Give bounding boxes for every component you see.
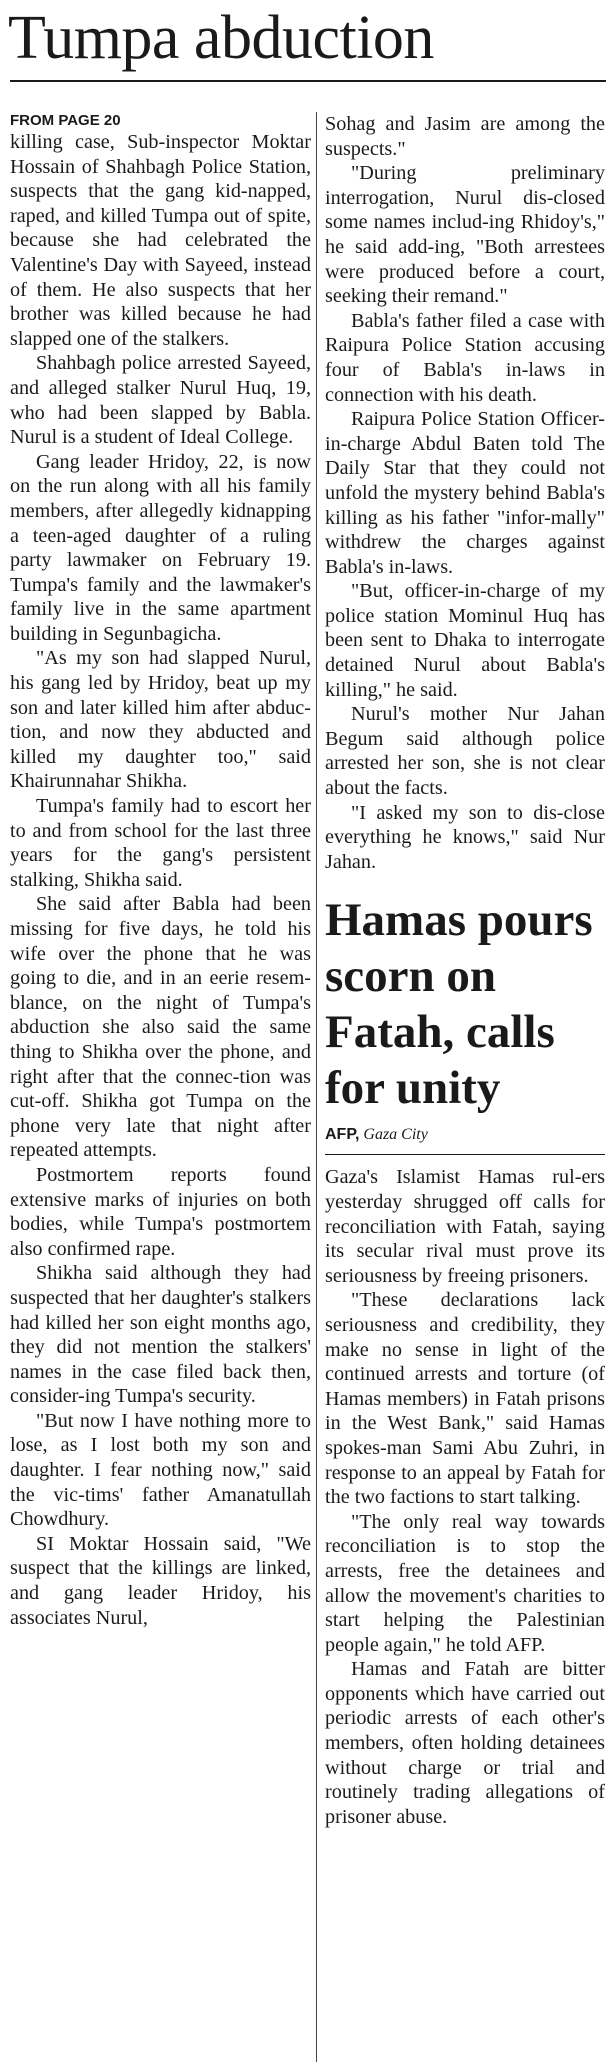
paragraph: She said after Babla had been missing for five days, he told his wife over the phone that he was going to die, and in an eerie resem-blance, on the night of Tumpa's abduction she also said the same thing to Shikha over the phone, and right after that the connec-tion was cut-off. Shikha got Tumpa on the phone very late that night after repeated attempts. [10,893,311,1162]
second-story [325,892,605,1829]
paragraph: "During preliminary interrogation, Nurul dis-closed some names includ-ing Rhidoy's," he said add-ing, "Both arrestees were produced before a court, seeking their remand." [325,162,605,308]
paragraph: "But now I have nothing more to lose, as I lost both my son and daughter. I fear nothing now," said the vic-tims' father Amanatullah Chowdhury. [10,1409,311,1531]
main-headline: Tumpa abduction [8,4,434,72]
paragraph: Tumpa's family had to escort her to and from school for the last three years for the gang's persistent stalking, Shikha said. [10,795,311,891]
byline-agency: AFP, [325,1126,360,1144]
paragraph: "I asked my son to dis-close everything he knows," said Nur Jahan. [325,801,605,873]
second-story-body [325,1165,605,1829]
paragraph: Babla's father filed a case with Raipura Police Station accusing four of Babla's in-laws in connection with his death. [325,309,605,406]
paragraph: Gang leader Hridoy, 22, is now on the run along with all his family members, after allegedly kidnapping a teen-aged daughter of a ruling party lawmaker on February 19. Tumpa's family and the lawmaker's family live in the same apartment building in Segunbagicha. [10,450,311,645]
paragraph: "As my son had slapped Nurul, his gang led by Hridoy, beat up my son and later killed him after abduc-tion, and now they abducted and killed my daughter too," said Khairunnahar Shikha. [10,647,311,793]
jump-line: FROM PAGE 20 [10,112,121,129]
paragraph: killing case, Sub-inspector Moktar Hossain of Shahbagh Police Station, suspects that the gang kid-napped, raped, and killed Tumpa out of spite, because she had celebrated the Valentine's Day with Sayeed, instead of them. He also suspects that her brother was killed because he had slapped one of the stalkers. [10,131,311,350]
paragraph: Shahbagh police arrested Sayeed, and alleged stalker Nurul Huq, 19, who had been slapped by Babla. Nurul is a student of Ideal College. [10,352,311,449]
left-column [10,112,311,1630]
byline [325,1124,605,1146]
paragraph: SI Moktar Hossain said, "We suspect that the killings are linked, and gang leader Hridoy, his associates Nurul, [10,1532,311,1629]
column-divider [316,112,317,2062]
headline-rule [10,80,606,82]
paragraph: "The only real way towards reconciliation is to stop the arrests, free the detainees and allow the movement's charities to start helping the Palestinian people again," he told AFP. [325,1510,605,1656]
paragraph: Raipura Police Station Officer-in-charge Abdul Baten told The Daily Star that they could not unfold the mystery behind Babla's killing as his father "infor-mally" withdrew the charges against Babla's in-laws. [325,408,605,578]
paragraph: Sohag and Jasim are among the suspects." [325,113,605,160]
paragraph: Gaza's Islamist Hamas rul-ers yesterday shrugged off calls for reconciliation with Fatah, saying its secular rival must prove its seriousness by freeing prisoners. [325,1166,605,1287]
left-story-body [10,130,311,1630]
second-story-headline: Hamas pours scorn on Fatah, calls for unity [325,894,593,1115]
right-story-body [325,112,605,874]
byline-rule [325,1154,605,1155]
paragraph: Postmortem reports found extensive marks of injuries on both bodies, while Tumpa's postmortem also confirmed rape. [10,1163,311,1260]
byline-place: Gaza City [363,1126,428,1144]
paragraph: Nurul's mother Nur Jahan Begum said although police arrested her son, she is not clear about the facts. [325,703,605,800]
paragraph: "These declarations lack seriousness and credibility, they make no sense in light of the continued arrests and torture (of Hamas members) in Fatah prisons in the West Bank," said Hamas spokes-man Sami Abu Zuhri, in response to an appeal by Fatah for the two factions to start talking. [325,1289,605,1509]
paragraph: "But, officer-in-charge of my police station Mominul Huq has been sent to Dhaka to interrogate detained Nurul about Babla's killing," he said. [325,580,605,701]
paragraph: Shikha said although they had suspected that her daughter's stalkers had killed her son eight months ago, they did not mention the stalkers' names in the case filed back then, consider-ing Tumpa's security. [10,1262,311,1408]
paragraph: Hamas and Fatah are bitter opponents which have carried out periodic arrests of each other's members, often holding detainees without charge or trial and routinely trading allegations of prisoner abuse. [325,1658,605,1828]
right-column [325,112,605,1829]
